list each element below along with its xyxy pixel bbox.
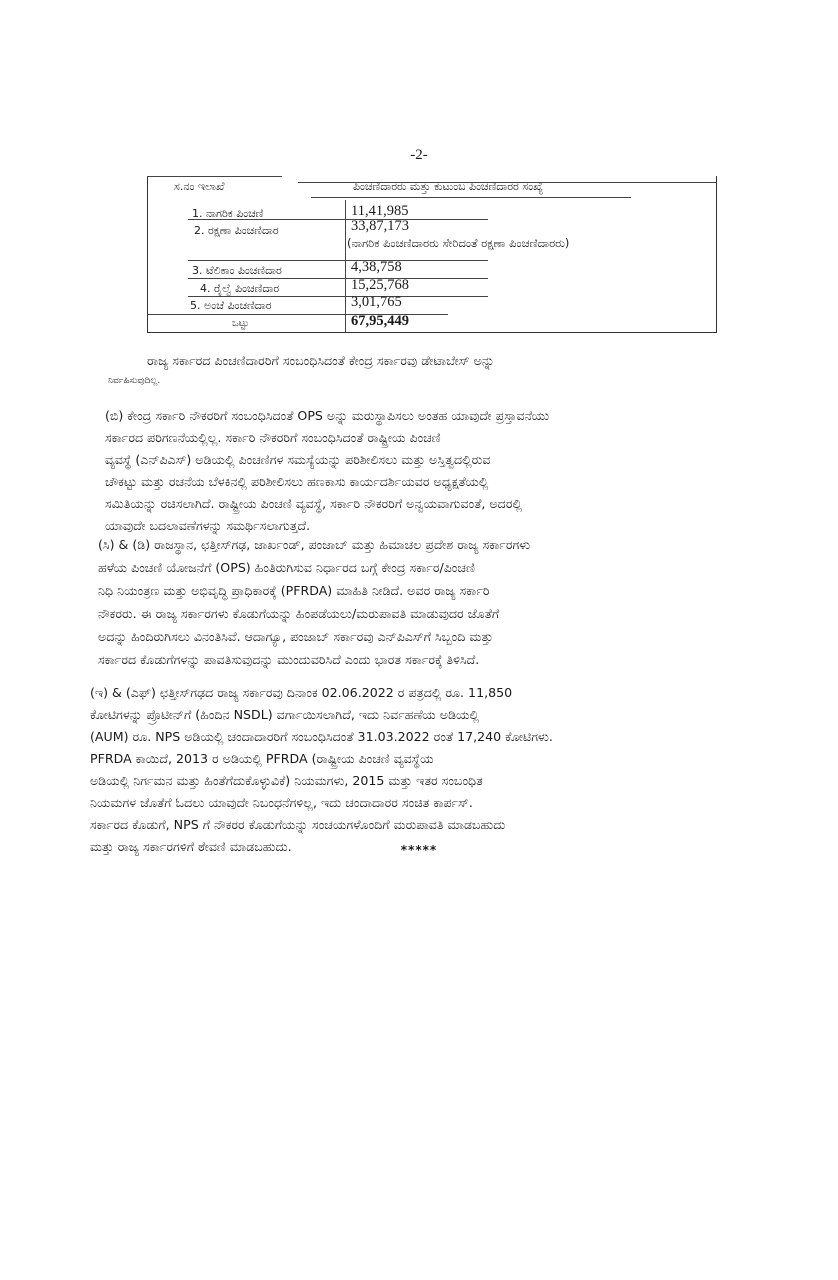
paragraph-b-line: ವ್ಯವಸ್ಥೆ (ಎನ್‌ಪಿಎಸ್) ಅಡಿಯಲ್ಲಿ ಪಿಂಚಣಿಗಳ ಸಮಸ್ಯೆಯನ್ನು ಪರಿಶೀಲಿಸಲು ಮತ್ತು ಅಸ್ತಿತ್ವದಲ್ಲಿರುವ <box>105 452 491 467</box>
paragraph-c-line: ನೌಕರರು. ಈ ರಾಜ್ಯ ಸರ್ಕಾರಗಳು ಕೊಡುಗೆಯನ್ನು ಹಿಂಪಡೆಯಲು/ಮರುಪಾವತಿ ಮಾಡುವುದರ ಜೊತೆಗೆ <box>98 606 500 621</box>
table-row-count: 11,41,985 <box>351 203 409 219</box>
table-row-dept: 5. ಅಂಚೆ ಪಿಂಚಣಿದಾರ <box>190 299 272 312</box>
table-row-dept: 4. ರೈಲ್ವೆ ಪಿಂಚಣಿದಾರ <box>200 282 280 295</box>
paragraph-a-line: ರಾಜ್ಯ ಸರ್ಕಾರದ ಪಿಂಚಣಿದಾರರಿಗೆ ಸಂಬಂಧಿಸಿದಂತೆ ಕೇಂದ್ರ ಸರ್ಕಾರವು ಡೇಟಾಬೇಸ್ ಅನ್ನು <box>147 353 495 368</box>
header-serial-department: ಸ.ನಂ ಇಲಾಖೆ <box>174 180 225 193</box>
paragraph-b-line: ಸಮಿತಿಯನ್ನು ರಚಿಸಲಾಗಿದೆ. ರಾಷ್ಟ್ರೀಯ ಪಿಂಚಣಿ ವ್ಯವಸ್ಥೆ, ಸರ್ಕಾರಿ ನೌಕರರಿಗೆ ಅನ್ವಯವಾಗುವಂತೆ, ಅದರಲ್ಲಿ <box>105 496 522 511</box>
paragraph-c-line: ಅದನ್ನು ಹಿಂದಿರುಗಿಸಲು ವಿನಂತಿಸಿವೆ. ಆದಾಗ್ಯೂ, ಪಂಜಾಬ್ ಸರ್ಕಾರವು ಎನ್‌ಪಿಎಸ್‌ಗೆ ಸಿಬ್ಬಂದಿ ಮತ್ತು <box>98 629 494 644</box>
paragraph-b-line: ಸರ್ಕಾರದ ಪರಿಗಣನೆಯಲ್ಲಿಲ್ಲ. ಸರ್ಕಾರಿ ನೌಕರರಿಗೆ ಸಂಬಂಧಿಸಿದಂತೆ ರಾಷ್ಟ್ರೀಯ ಪಿಂಚಣಿ <box>105 430 441 445</box>
table-row-count: 4,38,758 <box>351 259 402 275</box>
header-bottom-rule <box>311 197 631 198</box>
paragraph-c-line: ಸರ್ಕಾರದ ಕೊಡುಗೆಗಳನ್ನು ಪಾವತಿಸುವುದನ್ನು ಮುಂದುವರಿಸಿದೆ ಎಂದು ಭಾರತ ಸರ್ಕಾರಕ್ಕೆ ತಿಳಿಸಿದೆ. <box>98 652 480 667</box>
paragraph-a-line: ನಿರ್ವಹಿಸುವುದಿಲ್ಲ. <box>108 376 161 386</box>
paragraph-c-line: ಹಳೆಯ ಪಿಂಚಣಿ ಯೋಜನೆಗೆ (OPS) ಹಿಂತಿರುಗಿಸುವ ನಿರ್ಧಾರದ ಬಗ್ಗೆ ಕೇಂದ್ರ ಸರ್ಕಾರ/ಪಿಂಚಣಿ <box>98 560 475 575</box>
table-row-dept: 3. ಟೆಲಿಕಾಂ ಪಿಂಚಣಿದಾರ <box>192 264 282 277</box>
paragraph-e-line: PFRDA ಕಾಯಿದೆ, 2013 ರ ಅಡಿಯಲ್ಲಿ PFRDA (ರಾಷ್ಟ್ರೀಯ ಪಿಂಚಣಿ ವ್ಯವಸ್ಥೆಯ <box>90 751 434 766</box>
header-pensioner-count: ಪಿಂಚಣಿದಾರರು ಮತ್ತು ಕುಟುಂಬ ಪಿಂಚಣಿದಾರರ ಸಂಖ್ಯೆ <box>353 180 544 193</box>
end-mark: ***** <box>400 843 438 857</box>
paragraph-b-line: (ಬಿ) ಕೇಂದ್ರ ಸರ್ಕಾರಿ ನೌಕರರಿಗೆ ಸಂಬಂಧಿಸಿದಂತೆ OPS ಅನ್ನು ಮರುಸ್ಥಾಪಿಸಲು ಅಂತಹ ಯಾವುದೇ ಪ್ರಸ್ತಾವನೆಯು <box>105 408 550 423</box>
paragraph-e-line: ಅಡಿಯಲ್ಲಿ ನಿರ್ಗಮನ ಮತ್ತು ಹಿಂತೆಗೆದುಕೊಳ್ಳುವಿಕೆ) ನಿಯಮಗಳು, 2015 ಮತ್ತು ಇತರ ಸಂಬಂಧಿತ <box>90 773 483 788</box>
paragraph-c-line: (ಸಿ) & (ಡಿ) ರಾಜಸ್ಥಾನ, ಛತ್ತೀಸ್‌ಗಢ, ಜಾರ್ಖಂಡ್, ಪಂಜಾಬ್ ಮತ್ತು ಹಿಮಾಚಲ ಪ್ರದೇಶ ರಾಜ್ಯ ಸರ್ಕಾರಗಳು <box>98 537 531 552</box>
table-row-count: 15,25,768 <box>351 277 409 293</box>
table-total-label: ಒಟ್ಟು <box>232 318 250 329</box>
paragraph-e-line: ಕೋಟಿಗಳನ್ನು ಪ್ರೊಟೀನ್‌ಗೆ (ಹಿಂದಿನ NSDL) ವರ್ಗಾಯಿಸಲಾಗಿದೆ, ಇದು ನಿರ್ವಹಣೆಯ ಅಡಿಯಲ್ಲಿ <box>90 707 480 722</box>
pensioners-table <box>147 176 717 333</box>
table-row-dept: 2. ರಕ್ಷಣಾ ಪಿಂಚಣಿದಾರ <box>194 224 279 237</box>
table-row-count: 3,01,765 <box>351 294 402 310</box>
paragraph-e-line: ನಿಯಮಗಳ ಜೊತೆಗೆ ಓದಲು ಯಾವುದೇ ನಿಬಂಧನೆಗಳಿಲ್ಲ, ಇದು ಚಂದಾದಾರರ ಸಂಚಿತ ಕಾರ್ಪಸ್. <box>90 795 473 810</box>
paragraph-e-line: ಮತ್ತು ರಾಜ್ಯ ಸರ್ಕಾರಗಳಿಗೆ ಠೇವಣಿ ಮಾಡಬಹುದು. <box>90 839 292 854</box>
paragraph-e-line: (ಇ) & (ಎಫ್) ಛತ್ತೀಸ್‌ಗಢದ ರಾಜ್ಯ ಸರ್ಕಾರವು ದಿನಾಂಕ 02.06.2022 ರ ಪತ್ರದಲ್ಲಿ ರೂ. 11,850 <box>90 685 513 700</box>
table-row-dept: 1. ನಾಗರಿಕ ಪಿಂಚಣಿ <box>192 207 264 220</box>
paragraph-b-line: ಯಾವುದೇ ಬದಲಾವಣೆಗಳನ್ನು ಸಮರ್ಥಿಸಲಾಗುತ್ತದೆ. <box>105 518 311 533</box>
header-rule-left <box>147 176 282 177</box>
paragraph-e-line: (AUM) ರೂ. NPS ಅಡಿಯಲ್ಲಿ ಚಂದಾದಾರರಿಗೆ ಸಂಬಂಧಿಸಿದಂತೆ 31.03.2022 ರಂತೆ 17,240 ಕೋಟಿಗಳು. <box>90 729 553 744</box>
row-rule <box>188 296 488 297</box>
row-rule <box>188 260 488 261</box>
row-rule <box>188 278 488 279</box>
table-total-count: 67,95,449 <box>351 313 409 329</box>
paragraph-e-line: ಸರ್ಕಾರದ ಕೊಡುಗೆ, NPS ಗೆ ನೌಕರರ ಕೊಡುಗೆಯನ್ನು ಸಂಚಯಗಳೊಂದಿಗೆ ಮರುಪಾವತಿ ಮಾಡಬಹುದು <box>90 817 506 832</box>
paragraph-c-line: ನಿಧಿ ನಿಯಂತ್ರಣ ಮತ್ತು ಅಭಿವೃದ್ಧಿ ಪ್ರಾಧಿಕಾರಕ್ಕೆ (PFRDA) ಮಾಹಿತಿ ನೀಡಿದೆ. ಅವರ ರಾಜ್ಯ ಸರ್ಕಾರಿ <box>98 583 490 598</box>
paragraph-b-line: ಚೌಕಟ್ಟು ಮತ್ತು ರಚನೆಯ ಬೆಳಕಿನಲ್ಲಿ ಪರಿಶೀಲಿಸಲು ಹಣಕಾಸು ಕಾರ್ಯದರ್ಶಿಯವರ ಅಧ್ಯಕ್ಷತೆಯಲ್ಲಿ <box>105 474 489 489</box>
table-row-note: (ನಾಗರಿಕ ಪಿಂಚಣಿದಾರರು ಸೇರಿದಂತೆ ರಕ್ಷಣಾ ಪಿಂಚಣಿದಾರರು) <box>347 236 570 250</box>
table-row-count: 33,87,173 <box>351 218 409 234</box>
page-number: -2- <box>410 147 428 163</box>
